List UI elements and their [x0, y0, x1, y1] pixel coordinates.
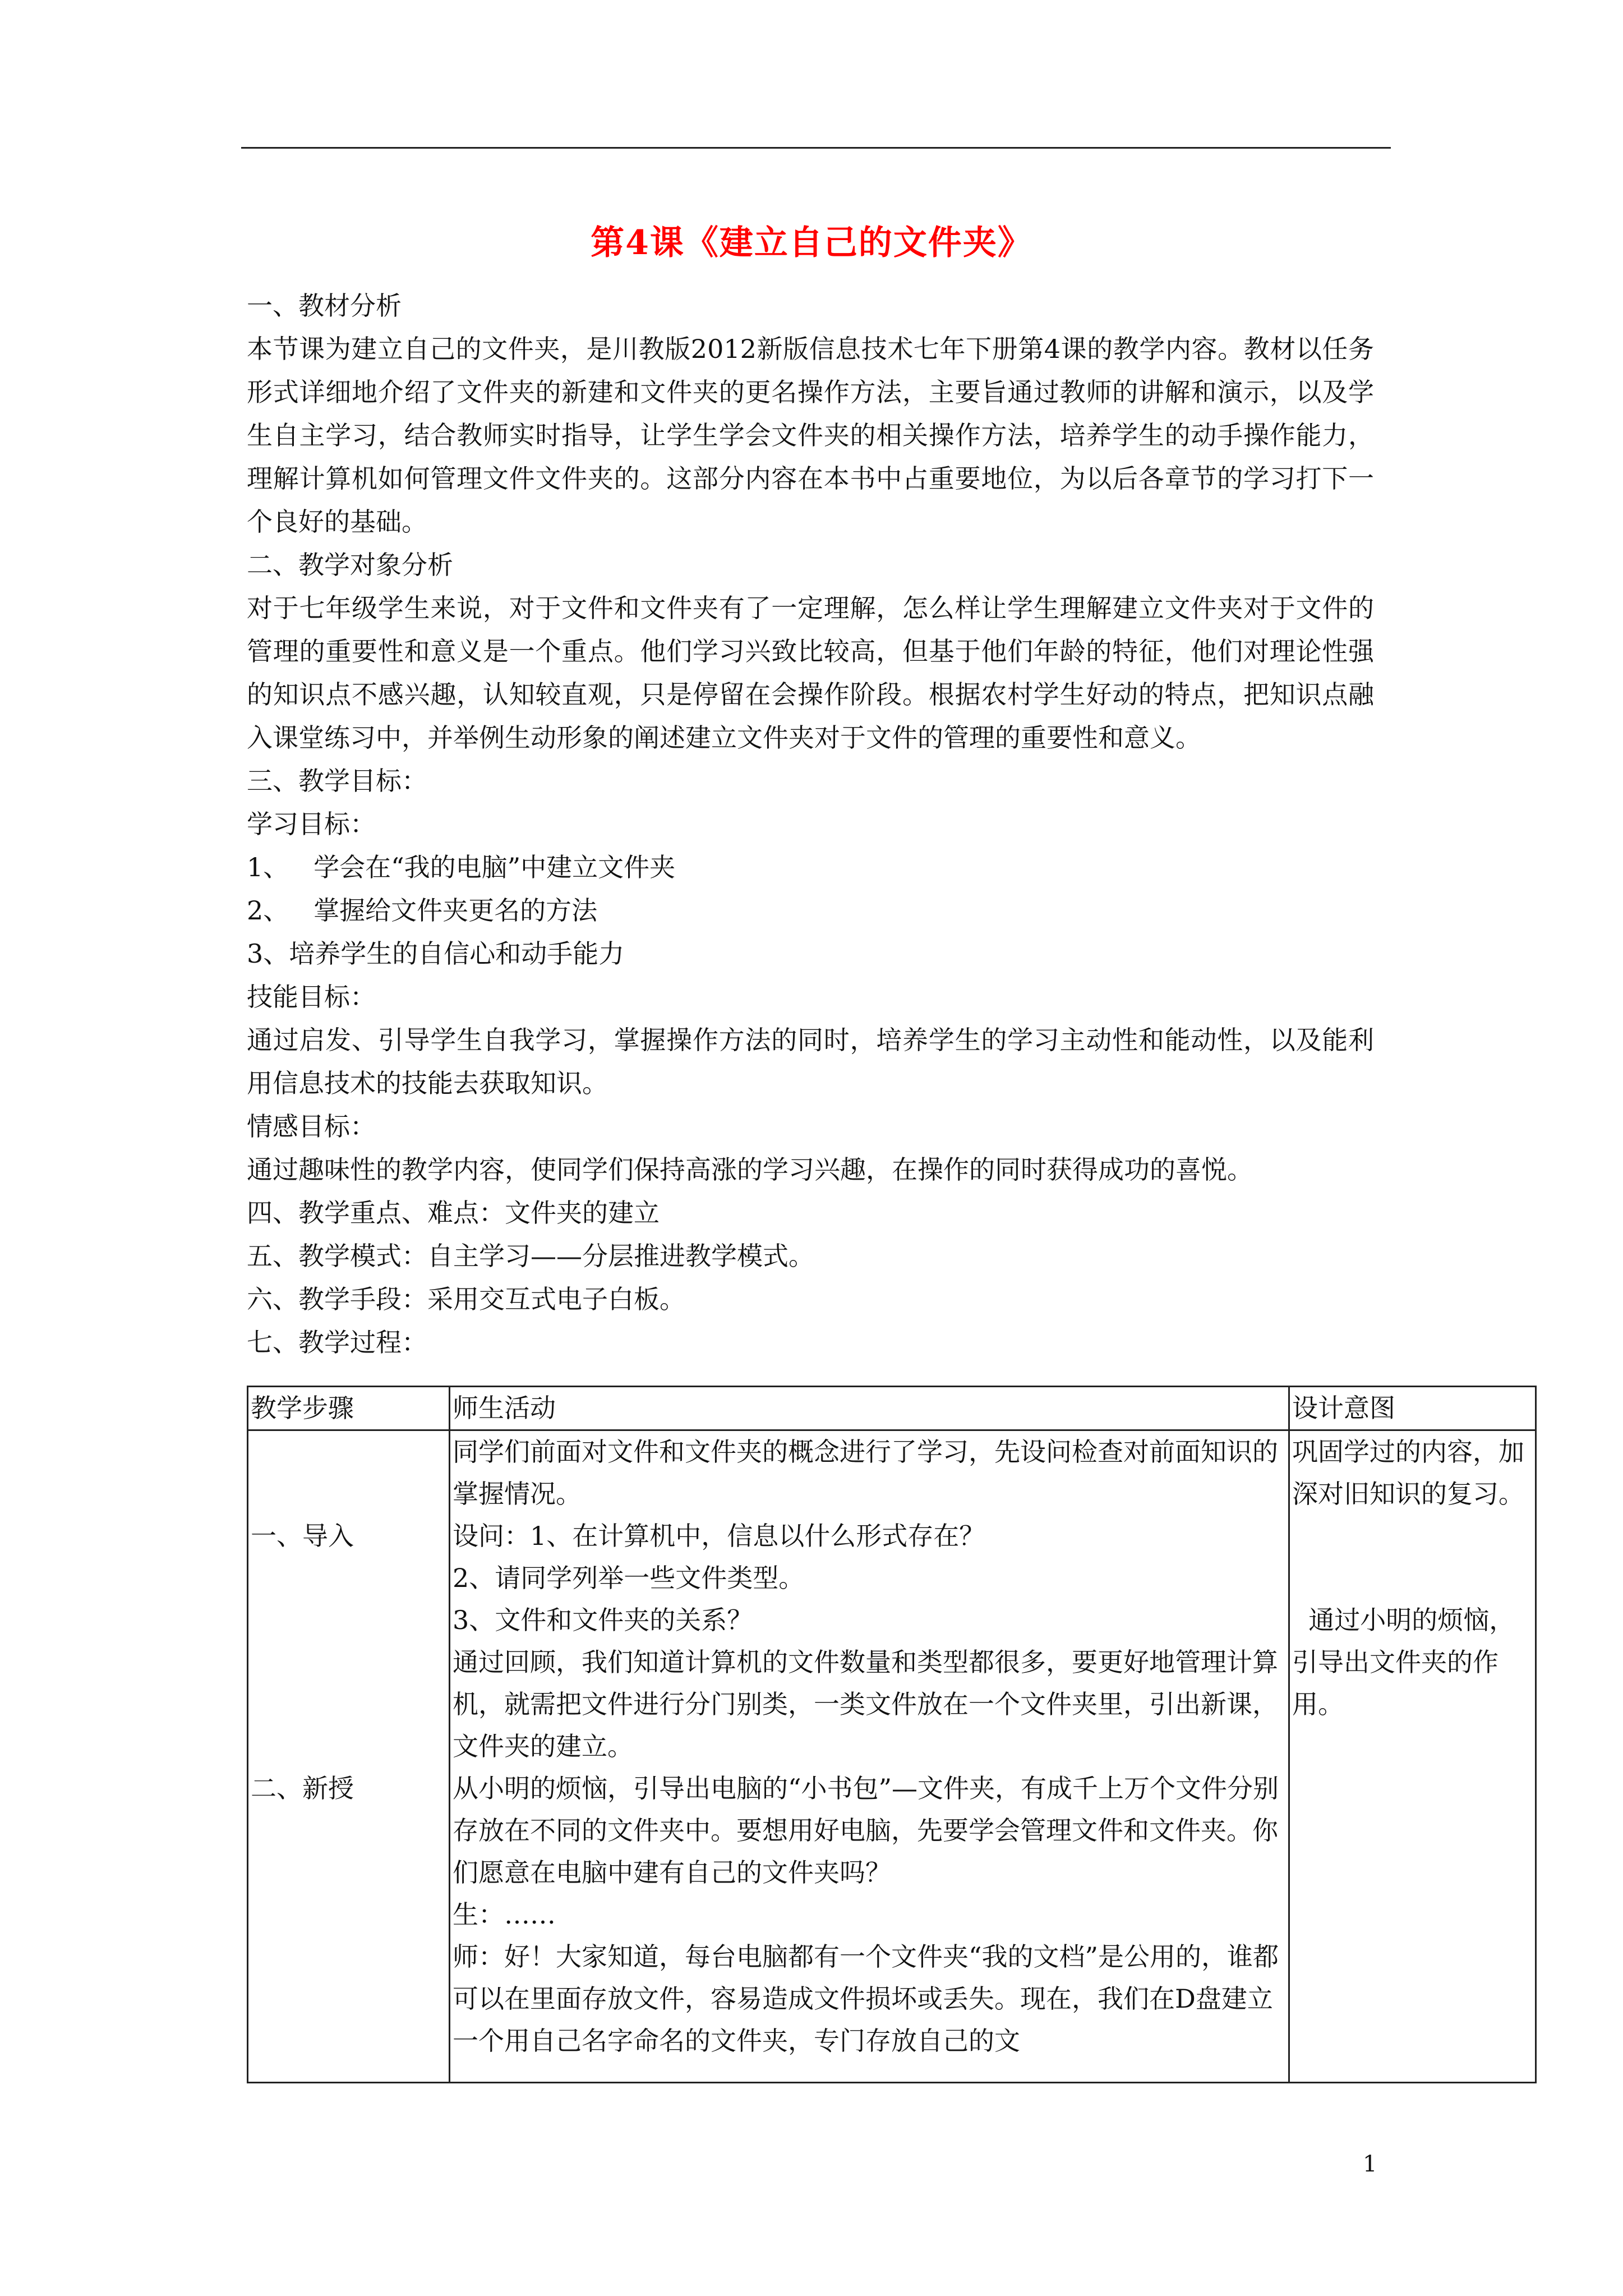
section-heading: 四、教学重点、难点：文件夹的建立: [247, 1198, 660, 1228]
activity-line: 2、请同学列举一些文件类型。: [453, 1563, 805, 1593]
section-heading: 三、教学目标：: [247, 766, 427, 796]
table-header: 师生活动: [450, 1387, 1289, 1430]
table-header-row: [248, 1387, 1536, 1430]
subheading: 技能目标：: [247, 982, 376, 1012]
section-heading: 五、教学模式：自主学习——分层推进教学模式。: [247, 1241, 814, 1271]
page-number: 1: [1363, 2151, 1377, 2177]
paragraph: 通过趣味性的教学内容，使同学们保持高涨的学习兴趣，在操作的同时获得成功的喜悦。: [247, 1154, 1253, 1185]
activity-line: 3、文件和文件夹的关系？: [453, 1605, 753, 1635]
step-cell: [248, 1430, 450, 2083]
list-item: 1、 学会在“我的电脑”中建立文件夹: [247, 852, 676, 882]
activity-line: 生：……: [453, 1899, 556, 1930]
list-item: 2、 掌握给文件夹更名的方法: [247, 895, 598, 926]
list-item: 3、培养学生的自信心和动手能力: [247, 938, 625, 969]
subheading: 学习目标：: [247, 809, 376, 839]
table-row: [248, 1430, 1536, 2083]
section-heading: 一、教材分析: [247, 291, 402, 321]
table-header: 设计意图: [1289, 1387, 1536, 1430]
activity-line: 同学们前面对文件和文件夹的概念进行了学习，先设问检查对前面知识的掌握情况。: [453, 1437, 1278, 1509]
step-label: 二、新授: [251, 1773, 354, 1803]
intent-cell: [1289, 1430, 1536, 2083]
paragraph: 对于七年级学生来说，对于文件和文件夹有了一定理解，怎么样让学生理解建立文件夹对于文件的管理的重要性和意义是一个重点。他们学习兴致比较高，但基于他们年龄的特征，他们对理论性强的知识点不感兴趣，认知较直观，只是停留在会操作阶段。根据农村学生好动的特点，把知识点融入课堂练习中，并举例生动形象的阐述建立文件夹对于文件的管理的重要性和意义。: [247, 593, 1374, 753]
activity-cell: [450, 1430, 1289, 2083]
paragraph: 通过启发、引导学生自我学习，掌握操作方法的同时，培养学生的学习主动性和能动性，以及能利用信息技术的技能去获取知识。: [247, 1025, 1374, 1098]
section-heading: 六、教学手段：采用交互式电子白板。: [247, 1284, 685, 1314]
step-label: 一、导入: [251, 1521, 354, 1551]
intent-text: 通过小明的烦恼，引导出文件夹的作用。: [1292, 1605, 1515, 1719]
section-heading: 七、教学过程：: [247, 1327, 427, 1358]
activity-line: 师：好！大家知道，每台电脑都有一个文件夹“我的文档”是公用的，谁都可以在里面存放文件，容易造成文件损坏或丢失。现在，我们在D盘建立一个用自己名字命名的文件夹，专门存放自己的文: [453, 1941, 1279, 2056]
table-header: 教学步骤: [248, 1387, 450, 1430]
section-heading: 二、教学对象分析: [247, 550, 453, 580]
activity-line: 设问：1、在计算机中，信息以什么形式存在？: [453, 1521, 985, 1551]
header-rule: [241, 147, 1391, 149]
activity-line: 通过回顾，我们知道计算机的文件数量和类型都很多，要更好地管理计算机，就需把文件进行分门别类，一类文件放在一个文件夹里，引出新课，文件夹的建立。: [453, 1647, 1278, 1761]
body-text: [247, 284, 1374, 1364]
subheading: 情感目标：: [247, 1111, 376, 1142]
teaching-process-table: [247, 1386, 1537, 2083]
paragraph: 本节课为建立自己的文件夹，是川教版2012新版信息技术七年下册第4课的教学内容。教材以任务形式详细地介绍了文件夹的新建和文件夹的更名操作方法，主要旨通过教师的讲解和演示，以及学生自主学习，结合教师实时指导，让学生学会文件夹的相关操作方法，培养学生的动手操作能力，理解计算机如何管理文件文件夹的。这部分内容在本书中占重要地位，为以后各章节的学习打下一个良好的基础。: [247, 334, 1374, 537]
page-title: 第4课《建立自己的文件夹》: [591, 223, 1032, 263]
intent-text: 巩固学过的内容，加深对旧知识的复习。: [1292, 1437, 1524, 1509]
activity-line: 从小明的烦恼，引导出电脑的“小书包”—文件夹，有成千上万个文件分别存放在不同的文件夹中。要想用好电脑，先要学会管理文件和文件夹。你们愿意在电脑中建有自己的文件夹吗？: [453, 1773, 1279, 1888]
